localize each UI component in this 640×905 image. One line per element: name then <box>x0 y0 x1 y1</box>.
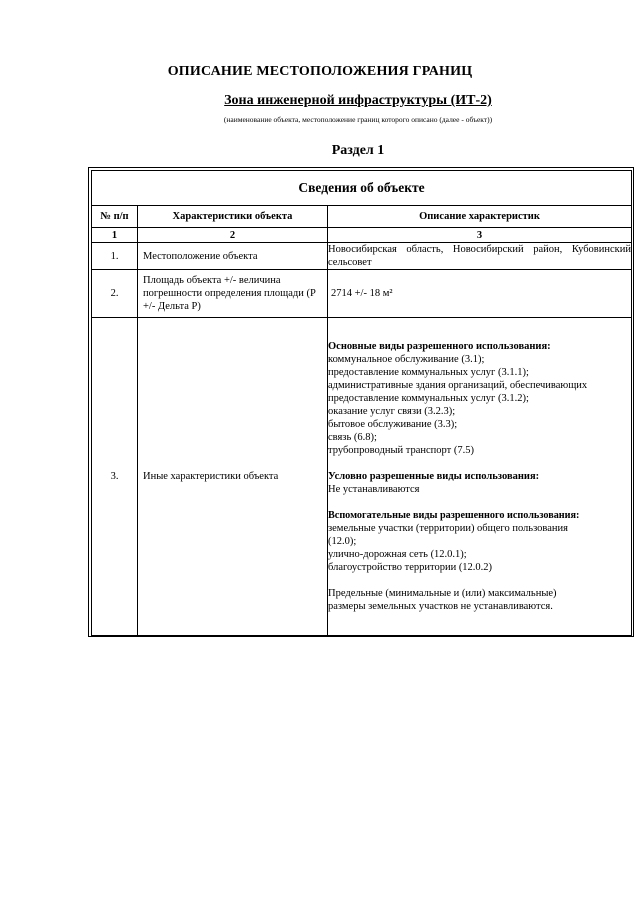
document-title: ОПИСАНИЕ МЕСТОПОЛОЖЕНИЯ ГРАНИЦ <box>167 64 473 79</box>
limits-text: размеры земельных участков не устанавливаются. <box>328 601 553 612</box>
row-number: 1. <box>92 243 138 270</box>
limits-text: Предельные (минимальные и (или) максимальные) <box>328 588 557 599</box>
column-number-1: 1 <box>92 228 138 243</box>
conditional-uses-value: Не устанавливаются <box>328 484 420 495</box>
table-row <box>92 270 632 318</box>
main-use-item: предоставление коммунальных услуг (3.1.1); <box>328 367 529 378</box>
auxiliary-uses-heading: Вспомогательные виды разрешенного использования: <box>328 510 580 521</box>
row-number: 2. <box>92 270 138 318</box>
auxiliary-use-item: (12.0); <box>328 536 357 547</box>
object-info-table <box>91 170 632 636</box>
main-use-item: связь (6.8); <box>328 432 377 443</box>
section-title: Раздел 1 <box>331 143 385 158</box>
row-description: 2714 +/- 18 м² <box>328 270 632 318</box>
main-use-item: коммунальное обслуживание (3.1); <box>328 354 485 365</box>
table-row <box>92 243 632 270</box>
row-number: 3. <box>92 318 138 636</box>
main-use-item: предоставление коммунальных услуг (3.1.2); <box>328 393 529 404</box>
auxiliary-use-item: благоустройство территории (12.0.2) <box>328 562 493 573</box>
conditional-uses-heading: Условно разрешенные виды использования: <box>328 471 540 482</box>
row-description: Новосибирская область, Новосибирский район, Кубовинский сельсовет <box>328 244 631 268</box>
column-header-number: № п/п <box>92 206 138 228</box>
auxiliary-use-item: земельные участки (территории) общего пользования <box>328 523 568 534</box>
column-number-3: 3 <box>328 228 632 243</box>
main-use-item: административные здания организаций, обеспечивающих <box>328 380 588 391</box>
object-caption: (наименование объекта, местоположение границ которого описано (далее - объект)) <box>223 115 493 124</box>
main-use-item: оказание услуг связи (3.2.3); <box>328 406 456 417</box>
table-row <box>92 318 632 636</box>
auxiliary-use-item: улично-дорожная сеть (12.0.1); <box>328 549 467 560</box>
column-number-2: 2 <box>138 228 328 243</box>
main-uses-heading: Основные виды разрешенного использования: <box>328 341 551 352</box>
column-header-characteristic: Характеристики объекта <box>138 206 328 228</box>
row-characteristic: Иные характеристики объекта <box>138 318 328 636</box>
main-use-item: трубопроводный транспорт (7.5) <box>328 445 474 456</box>
row-characteristic: Местоположение объекта <box>138 243 328 270</box>
main-use-item: бытовое обслуживание (3.3); <box>328 419 458 430</box>
table-heading: Сведения об объекте <box>92 171 632 206</box>
object-name: Зона инженерной инфраструктуры (ИТ-2) <box>224 93 492 108</box>
row-characteristic: Площадь объекта +/- величина погрешности определения площади (Р +/- Дельта Р) <box>138 270 328 318</box>
row-description-other <box>328 318 632 636</box>
column-header-description: Описание характеристик <box>328 206 632 228</box>
